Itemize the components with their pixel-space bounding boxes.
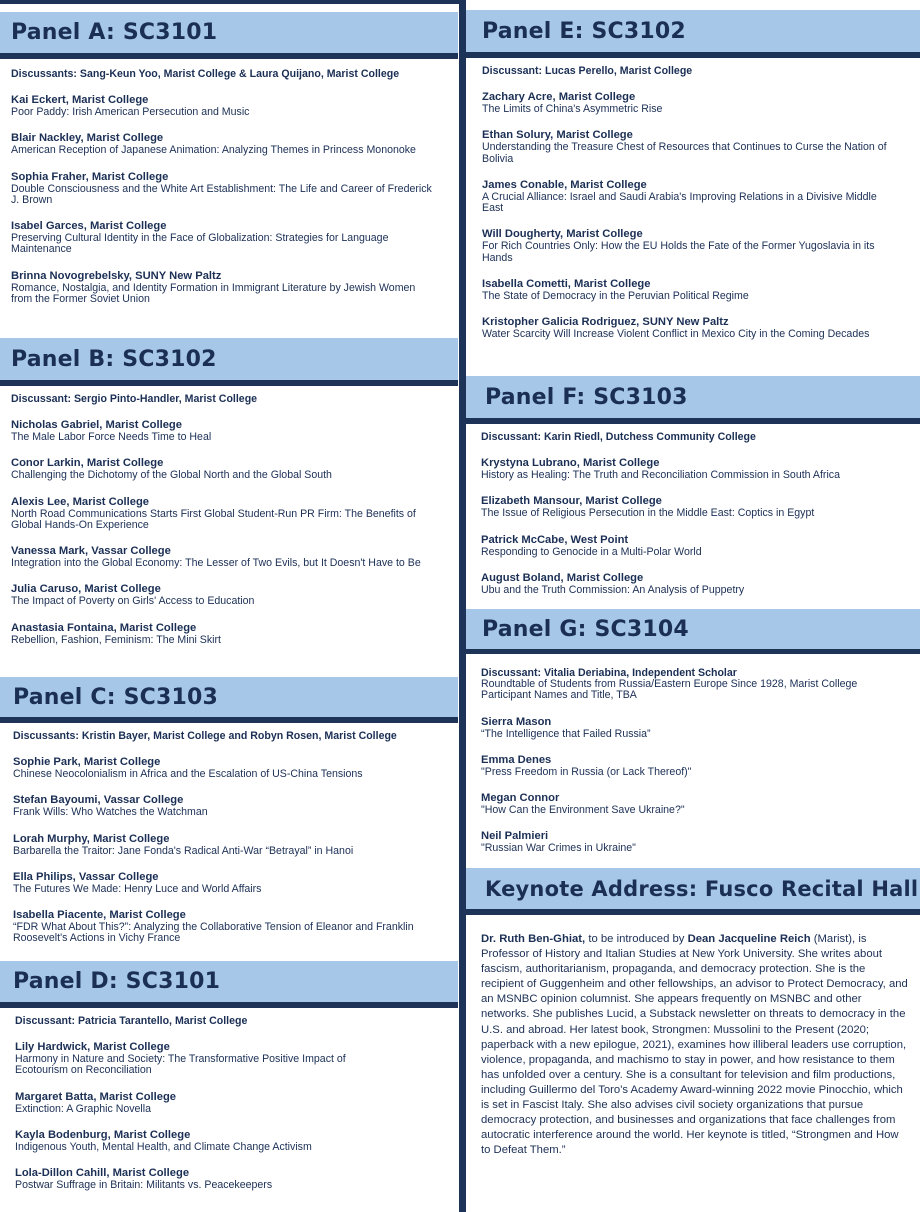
presenter-entry bbox=[13, 833, 450, 857]
paper-title: "Russian War Crimes in Ukraine" bbox=[481, 842, 636, 855]
paper-title: "How Can the Environment Save Ukraine?" bbox=[481, 804, 685, 817]
keynote-rule bbox=[466, 909, 920, 915]
presenter-entry bbox=[11, 496, 450, 532]
paper-title: Indigenous Youth, Mental Health, and Climate Change Activism bbox=[15, 1140, 312, 1153]
presenter-entry bbox=[11, 457, 450, 481]
keynote-bio: (Marist), is Professor of History and Italian Studies at New York University. She writes about fascism, authoritarianism, propaganda, and democracy protection. She is the recipient of Guggenheim and other fellowships, an advisor to Protect Democracy, and an MSNBC opinion columnist. She appears frequently on MSNBC and other networks. She publishes Lucid, a Substack newsletter on threats to democracy in the U.S. and abroad. Her latest book, Strongmen: Mussolini to the Present (2020; paperback with a new epilogue, 2021), examines how illiberal leaders use corruption, violence, propaganda, and machismo to stay in power, and how resistance to them has unfolded over a century. She is a consultant for television and film productions, including Guillermo del Toro's Academy Award-winning 2022 movie Pinocchio, which is set in Fascist Italy. She also advises civil society organizations that pursue democracy protection, and businesses and organizations that face challenges from autocratic interference around the world. Her keynote is titled, “Strongmen and How to Defeat Them.” bbox=[481, 933, 908, 1157]
panel-d-body bbox=[15, 1013, 450, 1191]
panel-c-title: Panel C: SC3103 bbox=[13, 684, 218, 710]
paper-title: "Press Freedom in Russia (or Lack Thereof)" bbox=[481, 765, 692, 778]
paper-title: The Limits of China's Asymmetric Rise bbox=[482, 103, 663, 115]
presenter-entry bbox=[481, 792, 912, 816]
panel-g-body bbox=[481, 665, 912, 855]
paper-title: Preserving Cultural Identity in the Face of Globalization: Strategies for Language Maintenance bbox=[11, 232, 389, 256]
presenter-entry bbox=[13, 756, 450, 780]
keynote-title: Keynote Address: Fusco Recital Hall bbox=[485, 876, 919, 901]
presenter-name: Ethan Solury, Marist College bbox=[482, 129, 633, 142]
panel-e-rule bbox=[466, 52, 920, 58]
panel-a-rule bbox=[0, 53, 458, 59]
keynote-speaker: Dr. Ruth Ben-Ghiat, bbox=[481, 933, 586, 945]
paper-title: “FDR What About This?”: Analyzing the Collaborative Tension of Eleanor and Franklin Roosevelt's Actions in Vichy France bbox=[13, 921, 414, 945]
keynote-description bbox=[481, 932, 908, 1158]
panel-a-title: Panel A: SC3101 bbox=[11, 20, 218, 45]
presenter-entry bbox=[482, 179, 912, 215]
presenter-name: Lily Hardwick, Marist College bbox=[15, 1041, 170, 1053]
panel-a-body bbox=[11, 66, 450, 305]
presenter-entry bbox=[13, 794, 450, 818]
presenter-name: James Conable, Marist College bbox=[482, 178, 647, 191]
presenter-entry bbox=[15, 1129, 450, 1153]
presenter-entry bbox=[13, 909, 450, 945]
panel-b-discussant: Discussant: Sergio Pinto-Handler, Marist College bbox=[11, 393, 258, 405]
paper-title: Chinese Neocolonialism in Africa and the Escalation of US-China Tensions bbox=[13, 768, 363, 780]
panel-d-title: Panel D: SC3101 bbox=[13, 969, 221, 994]
paper-title: The Impact of Poverty on Girls' Access to Education bbox=[11, 595, 255, 608]
paper-title: The State of Democracy in the Peruvian Political Regime bbox=[482, 290, 749, 303]
presenter-entry bbox=[482, 278, 912, 302]
paper-title: History as Healing: The Truth and Reconciliation Commission in South Africa bbox=[481, 469, 840, 481]
paper-title: Ubu and the Truth Commission: An Analysis of Puppetry bbox=[481, 583, 745, 596]
paper-title: “The Intelligence that Failed Russia” bbox=[481, 727, 651, 740]
paper-title: The Male Labor Force Needs Time to Heal bbox=[11, 431, 212, 443]
presenter-name: Isabella Cometti, Marist College bbox=[482, 278, 651, 291]
panel-b-title: Panel B: SC3102 bbox=[11, 346, 217, 372]
keynote-intro: to be introduced by bbox=[585, 933, 688, 945]
paper-title: Poor Paddy: Irish American Persecution and Music bbox=[11, 106, 250, 118]
presenter-name: Blair Nackley, Marist College bbox=[11, 132, 164, 145]
presenter-entry bbox=[482, 129, 912, 165]
presenter-entry bbox=[481, 457, 912, 481]
keynote-introducer: Dean Jacqueline Reich bbox=[687, 933, 811, 945]
panel-b-rule bbox=[0, 380, 458, 386]
presenter-entry bbox=[482, 91, 912, 115]
panel-f-rule bbox=[466, 418, 920, 424]
presenter-name: Elizabeth Mansour, Marist College bbox=[481, 495, 662, 508]
panel-g-discussant: Discussant: Vitalia Deriabina, Independent Scholar bbox=[481, 667, 737, 679]
presenter-name: Kai Eckert, Marist College bbox=[11, 94, 149, 106]
paper-title: Frank Wills: Who Watches the Watchman bbox=[13, 806, 208, 819]
right-column bbox=[466, 0, 920, 1212]
presenter-entry bbox=[15, 1167, 450, 1191]
presenter-name: Ella Philips, Vassar College bbox=[13, 870, 159, 883]
presenter-entry bbox=[11, 419, 450, 443]
presenter-name: Isabella Piacente, Marist College bbox=[13, 909, 186, 922]
presenter-entry bbox=[481, 716, 912, 740]
presenter-name: Margaret Batta, Marist College bbox=[15, 1090, 177, 1103]
presenter-entry bbox=[11, 583, 450, 607]
presenter-name: Patrick McCabe, West Point bbox=[481, 533, 629, 546]
panel-e-title: Panel E: SC3102 bbox=[482, 18, 686, 44]
panel-b-body bbox=[11, 391, 450, 646]
paper-title: Water Scarcity Will Increase Violent Conflict in Mexico City in the Coming Decades bbox=[482, 328, 870, 341]
panel-a-header bbox=[0, 12, 458, 53]
paper-title: A Crucial Alliance: Israel and Saudi Arabia's Improving Relations in a Divisive Middle East bbox=[482, 190, 877, 215]
presenter-name: Zachary Acre, Marist College bbox=[482, 91, 636, 103]
left-column bbox=[0, 0, 458, 1212]
panel-d-discussant: Discussant: Patricia Tarantello, Marist College bbox=[15, 1015, 248, 1027]
paper-title: The Futures We Made: Henry Luce and World Affairs bbox=[13, 882, 262, 895]
panel-g-title: Panel G: SC3104 bbox=[482, 616, 689, 642]
panel-c-body bbox=[13, 728, 450, 945]
presenter-name: Isabel Garces, Marist College bbox=[11, 220, 167, 233]
paper-title: Romance, Nostalgia, and Identity Formation in Immigrant Literature by Jewish Women from the Former Soviet Union bbox=[11, 281, 416, 306]
panel-b-header bbox=[0, 338, 458, 380]
panel-e-discussant: Discussant: Lucas Perello, Marist College bbox=[482, 65, 693, 77]
paper-title: Understanding the Treasure Chest of Resources that Continues to Curse the Nation of Bolivia bbox=[482, 141, 887, 165]
presenter-name: Kristopher Galicia Rodriguez, SUNY New Paltz bbox=[482, 316, 729, 329]
presenter-name: Alexis Lee, Marist College bbox=[11, 495, 150, 508]
keynote-header bbox=[466, 868, 920, 909]
presenter-name: Will Dougherty, Marist College bbox=[482, 228, 643, 241]
paper-title: The Issue of Religious Persecution in the Middle East: Coptics in Egypt bbox=[481, 507, 815, 520]
panel-f-header bbox=[466, 376, 920, 418]
panel-f-title: Panel F: SC3103 bbox=[485, 384, 688, 410]
presenter-name: Kayla Bodenburg, Marist College bbox=[15, 1128, 191, 1141]
paper-title: American Reception of Japanese Animation: Analyzing Themes in Princess Mononoke bbox=[11, 144, 416, 157]
presenter-name: Vanessa Mark, Vassar College bbox=[11, 545, 171, 558]
panel-c-discussant: Discussants: Kristin Bayer, Marist College and Robyn Rosen, Marist College bbox=[13, 730, 397, 742]
presenter-name: Julia Caruso, Marist College bbox=[11, 583, 161, 596]
presenter-entry bbox=[481, 495, 912, 519]
paper-title: For Rich Countries Only: How the EU Holds the Fate of the Former Yugoslavia in its Hands bbox=[482, 240, 875, 264]
presenter-entry bbox=[11, 94, 450, 118]
panel-g-rule bbox=[466, 649, 920, 654]
presenter-entry bbox=[11, 270, 450, 306]
panel-c-header bbox=[0, 677, 458, 717]
column-divider bbox=[459, 0, 466, 1212]
presenter-name: Krystyna Lubrano, Marist College bbox=[481, 457, 660, 469]
panel-f-body bbox=[481, 429, 912, 596]
presenter-entry bbox=[15, 1091, 450, 1115]
panel-c-rule bbox=[0, 717, 458, 723]
panel-d-rule bbox=[0, 1002, 458, 1008]
paper-title: Double Consciousness and the White Art Establishment: The Life and Career of Frederick J. Brown bbox=[11, 182, 432, 206]
paper-title: Rebellion, Fashion, Feminism: The Mini Skirt bbox=[11, 633, 221, 646]
presenter-name: Sophie Park, Marist College bbox=[13, 756, 161, 768]
presenter-entry bbox=[481, 830, 912, 854]
presenter-name: Brinna Novogrebelsky, SUNY New Paltz bbox=[11, 269, 222, 282]
presenter-entry bbox=[481, 534, 912, 558]
presenter-name: Anastasia Fontaina, Marist College bbox=[11, 621, 197, 634]
presenter-entry bbox=[11, 545, 450, 569]
presenter-entry bbox=[482, 228, 912, 264]
presenter-entry bbox=[481, 754, 912, 778]
presenter-name: Sophia Fraher, Marist College bbox=[11, 170, 169, 183]
presenter-name: Nicholas Gabriel, Marist College bbox=[11, 419, 182, 431]
paper-title: Barbarella the Traitor: Jane Fonda's Radical Anti-War “Betrayal” in Hanoi bbox=[13, 844, 354, 857]
presenter-name: Neil Palmieri bbox=[481, 830, 549, 843]
panel-d-header bbox=[0, 961, 458, 1002]
presenter-entry bbox=[11, 220, 450, 256]
panel-e-header bbox=[466, 10, 920, 52]
presenter-entry bbox=[11, 132, 450, 156]
presenter-name: Lorah Murphy, Marist College bbox=[13, 832, 170, 845]
panel-e-body bbox=[482, 63, 912, 341]
presenter-entry bbox=[11, 171, 450, 207]
presenter-name: Lola-Dillon Cahill, Marist College bbox=[15, 1167, 190, 1180]
panel-f-discussant: Discussant: Karin Riedl, Dutchess Community College bbox=[481, 431, 756, 443]
presenter-name: Sierra Mason bbox=[481, 715, 552, 728]
paper-title: Challenging the Dichotomy of the Global North and the Global South bbox=[11, 469, 332, 482]
presenter-entry bbox=[13, 871, 450, 895]
presenter-name: Conor Larkin, Marist College bbox=[11, 457, 164, 470]
paper-title: Integration into the Global Economy: The Lesser of Two Evils, but It Doesn't Have to Be bbox=[11, 557, 421, 570]
paper-title: Postwar Suffrage in Britain: Militants vs. Peacekeepers bbox=[15, 1179, 273, 1192]
paper-title: North Road Communications Starts First Global Student-Run PR Firm: The Benefits of Global Hands-On Experience bbox=[11, 507, 416, 531]
presenter-entry bbox=[481, 572, 912, 596]
presenter-name: Emma Denes bbox=[481, 753, 552, 766]
panel-g-roundtable-note: Roundtable of Students from Russia/Eastern Europe Since 1928, Marist College Participant Names and Title, TBA bbox=[481, 678, 858, 702]
presenter-name: Stefan Bayoumi, Vassar College bbox=[13, 794, 184, 807]
presenter-entry bbox=[15, 1041, 450, 1077]
panel-a-discussant: Discussants: Sang-Keun Yoo, Marist College & Laura Quijano, Marist College bbox=[11, 68, 400, 80]
presenter-name: Megan Connor bbox=[481, 792, 560, 805]
panel-g-header bbox=[466, 609, 920, 649]
paper-title: Extinction: A Graphic Novella bbox=[15, 1102, 152, 1115]
paper-title: Harmony in Nature and Society: The Transformative Positive Impact of Ecotourism on Reconciliation bbox=[15, 1053, 346, 1077]
presenter-name: August Boland, Marist College bbox=[481, 571, 644, 584]
presenter-entry bbox=[11, 622, 450, 646]
presenter-entry bbox=[482, 316, 912, 340]
paper-title: Responding to Genocide in a Multi-Polar World bbox=[481, 545, 702, 558]
